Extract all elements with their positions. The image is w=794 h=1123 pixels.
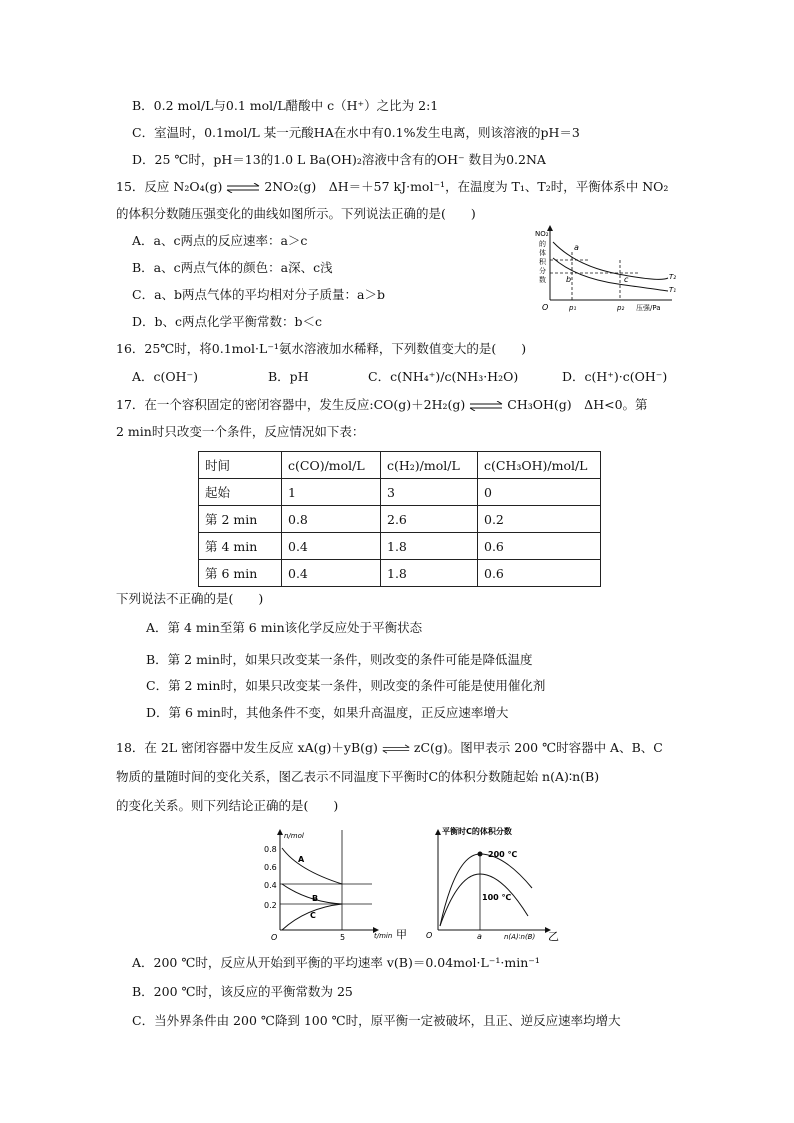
q15-stem-part2: 2NO₂(g) ΔH＝＋57 kJ·mol⁻¹，在温度为 T₁、T₂时，平衡体系中 NO₂: [264, 179, 669, 194]
q15-ylabel-2: 体: [539, 249, 546, 257]
q15-ylabel-1: 的: [539, 240, 546, 248]
table-header-cell: 时间: [199, 452, 282, 479]
q15-option-a: A．a、c两点的反应速率：a＞c: [132, 233, 308, 248]
q18-jia-tick-04: 0.4: [264, 881, 277, 890]
q16-stem: 16．25℃时，将0.1mol·L⁻¹氨水溶液加水稀释，下列数值变大的是( ): [116, 341, 527, 356]
q18-stem-line3: 的变化关系。则下列结论正确的是( ): [116, 798, 339, 813]
table-cell: 0.6: [478, 560, 601, 587]
q16-option-c: C．c(NH₄⁺)/c(NH₃·H₂O): [368, 369, 519, 384]
q15-ylabel-0: NO₂: [535, 230, 549, 238]
q17-option-a: A．第 4 min至第 6 min该化学反应处于平衡状态: [146, 620, 423, 635]
q18-jia-origin: O: [271, 933, 278, 942]
q18-yi-ylabel: 平衡时C的体积分数: [442, 827, 512, 836]
table-header-cell: c(H₂)/mol/L: [381, 452, 478, 479]
q18-yi-label-200: 200 ℃: [488, 850, 518, 859]
q18-option-b: B．200 ℃时，该反应的平衡常数为 25: [132, 984, 353, 999]
table-header-row: [199, 452, 601, 479]
q15-point-a: a: [574, 243, 579, 252]
q18-jia-caption: 甲: [396, 928, 407, 941]
table-cell: 第 4 min: [199, 533, 282, 560]
table-row: [199, 506, 601, 533]
q18-stem-part1: 18．在 2L 密闭容器中发生反应 xA(g)＋yB(g): [116, 740, 378, 755]
q15-xlabel: 压强/Pa: [636, 304, 661, 312]
equilibrium-arrow-icon: [382, 744, 410, 754]
table-cell: 0.4: [282, 533, 381, 560]
q18-option-c: C．当外界条件由 200 ℃降到 100 ℃时，原平衡一定被破坏，且正、逆反应速率均增大: [132, 1013, 621, 1028]
q16-option-d: D．c(H⁺)·c(OH⁻): [562, 369, 668, 384]
q14-option-d: D．25 ℃时，pH＝13的1.0 L Ba(OH)₂溶液中含有的OH⁻ 数目为0.2NA: [132, 152, 546, 167]
q18-yi-tick-a: a: [477, 932, 482, 941]
table-cell: 0.8: [282, 506, 381, 533]
q18-jia-ylabel: n/mol: [284, 832, 304, 840]
table-cell: 第 6 min: [199, 560, 282, 587]
q15-option-c: C．a、b两点气体的平均相对分子质量：a＞b: [132, 287, 385, 302]
q18-stem-line2: 物质的量随时间的变化关系，图乙表示不同温度下平衡时C的体积分数随起始 n(A)∶n(B): [116, 769, 600, 784]
q18-jia-tick-02: 0.2: [264, 901, 277, 910]
table-cell: 0.2: [478, 506, 601, 533]
q17-option-d: D．第 6 min时，其他条件不变，如果升高温度，正反应速率增大: [146, 705, 509, 720]
q15-ylabel-5: 数: [539, 276, 546, 284]
q15-stem-line1: [116, 178, 668, 196]
equilibrium-arrow-icon: [469, 401, 503, 411]
table-cell: 3: [381, 479, 478, 506]
q18-yi-origin: O: [426, 931, 433, 940]
q15-option-d: D．b、c两点化学平衡常数：b＜c: [132, 314, 323, 329]
q18-yi-label-100: 100 ℃: [482, 893, 512, 902]
q15-tick-p1: p₁: [569, 304, 577, 312]
q17-stem-line2: 2 min时只改变一个条件，反应情况如下表：: [116, 424, 365, 439]
q17-prompt: 下列说法不正确的是( ): [116, 591, 264, 606]
q17-data-table: [198, 451, 601, 587]
q18-stem-line1: [116, 739, 663, 757]
q15-label-t1: T₁: [669, 286, 677, 294]
table-cell: 0.6: [478, 533, 601, 560]
table-cell: 1.8: [381, 560, 478, 587]
table-cell: 0.4: [282, 560, 381, 587]
q18-option-a: A．200 ℃时，反应从开始到平衡的平均速率 v(B)＝0.04mol·L⁻¹·min⁻¹: [132, 955, 540, 970]
q17-option-b: B．第 2 min时，如果只改变某一条件，则改变的条件可能是降低温度: [146, 652, 533, 667]
q17-stem-part1: 17．在一个容积固定的密闭容器中，发生反应:CO(g)＋2H₂(g): [116, 397, 466, 412]
q18-jia-label-a: A: [298, 855, 305, 864]
q15-point-c: c: [624, 275, 629, 284]
q15-tick-p2: p₂: [617, 304, 625, 312]
q15-ylabel-3: 积: [539, 258, 546, 266]
table-header-cell: c(CH₃OH)/mol/L: [478, 452, 601, 479]
q18-jia-x5: 5: [340, 933, 346, 942]
q18-graph-jia: [258, 826, 418, 944]
q15-ylabel-4: 分: [539, 267, 546, 275]
q18-jia-tick-08: 0.8: [264, 845, 277, 854]
q18-yi-xlabel: n(A)∶n(B): [504, 933, 536, 941]
q18-jia-xlabel: t/min: [374, 932, 393, 940]
q18-jia-tick-06: 0.6: [264, 863, 277, 872]
q17-stem-part2: CH₃OH(g) ΔH<0。第: [507, 397, 648, 412]
table-header-cell: c(CO)/mol/L: [282, 452, 381, 479]
table-cell: 2.6: [381, 506, 478, 533]
q18-stem-part2: zC(g)。图甲表示 200 ℃时容器中 A、B、C: [413, 740, 663, 755]
q15-point-b: b: [566, 275, 572, 284]
q15-origin: O: [542, 303, 549, 312]
q18-jia-label-c: C: [310, 911, 316, 920]
curve-200: [440, 854, 532, 926]
q18-graph-yi: [420, 822, 570, 944]
q15-stem-line2: 的体积分数随压强变化的曲线如图所示。下列说法正确的是( ): [116, 206, 476, 221]
table-cell: 0: [478, 479, 601, 506]
q15-graph: [528, 224, 678, 316]
table-row: [199, 560, 601, 587]
q17-stem-line1: [116, 396, 648, 414]
table-cell: 起始: [199, 479, 282, 506]
q15-stem-part1: 15．反应 N₂O₄(g): [116, 179, 223, 194]
q17-option-c: C．第 2 min时，如果只改变某一条件，则改变的条件可能是使用催化剂: [146, 678, 546, 693]
q18-yi-caption: 乙: [548, 930, 559, 943]
q15-label-t2: T₂: [669, 273, 677, 281]
table-row: [199, 533, 601, 560]
table-cell: 1.8: [381, 533, 478, 560]
equilibrium-arrow-icon: [226, 183, 260, 193]
q14-option-c: C．室温时，0.1mol/L 某一元酸HA在水中有0.1%发生电离，则该溶液的pH＝3: [132, 125, 580, 140]
q16-option-a: A．c(OH⁻): [132, 369, 199, 384]
table-row: [199, 479, 601, 506]
q14-option-b: B．0.2 mol/L与0.1 mol/L醋酸中 c（H⁺）之比为 2:1: [132, 98, 439, 113]
q18-jia-label-b: B: [312, 894, 319, 903]
q16-option-b: B．pH: [268, 369, 309, 384]
table-cell: 第 2 min: [199, 506, 282, 533]
table-cell: 1: [282, 479, 381, 506]
curve-t2: [553, 242, 668, 279]
q15-option-b: B．a、c两点气体的颜色：a深、c浅: [132, 260, 333, 275]
curve-a: [282, 848, 342, 884]
